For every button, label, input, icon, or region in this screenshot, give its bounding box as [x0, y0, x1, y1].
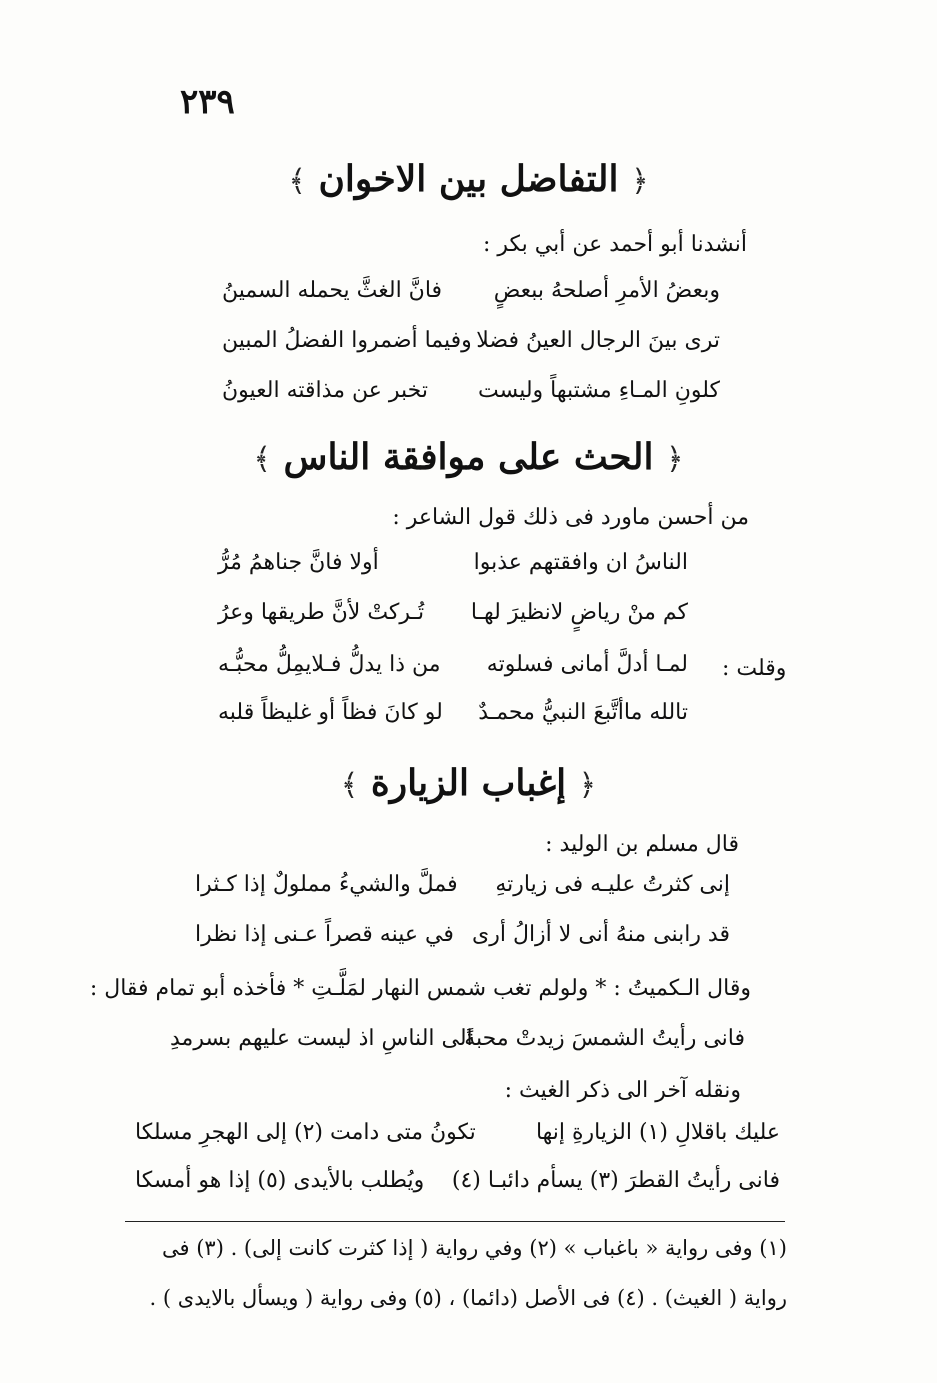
verse-first-hemistich: الناسُ ان وافقتهم عذبوا — [473, 550, 688, 575]
verse-line — [195, 922, 730, 966]
ornament-bracket-close: ﴾ — [253, 442, 271, 477]
verse-first-hemistich: فانى رأيتُ الشمسَ زيدتْ محبةً — [464, 1026, 745, 1051]
kumait-line: وقال الـكميتُ : * ولولم تغب شمس النهار لمَلَّـتِ * فأخذه أبو تمام فقال : — [89, 976, 751, 1001]
verse-second-hemistich: أولا فانَّ جناهمُ مُرُّ — [218, 550, 379, 575]
ornament-bracket-open: ﴿ — [578, 768, 597, 803]
side-label: وقلت : — [722, 656, 787, 681]
verse-line — [218, 652, 688, 696]
footnote-line: رواية ( الغيث) . (٤) فى الأصل (دائما) ، (٥) وفى رواية ( ويسأل بالايدى ) . — [149, 1286, 787, 1310]
verse-first-hemistich: عليك باقلالِ (١) الزيارةِ إنها — [535, 1120, 780, 1145]
verse-first-hemistich: تالله ماأتَّبعَ النبيُّ محمـدٌ — [478, 700, 688, 725]
verse-second-hemistich: وفيما أضمروا الفضلُ المبين — [222, 328, 472, 353]
section-intro: قال مسلم بن الوليد : — [545, 832, 739, 857]
verse-first-hemistich: كلونِ المـاءِ مشتبهاً وليست — [477, 378, 720, 403]
verse-first-hemistich: كم منْ رياضٍ لانظيرَ لهـا — [470, 600, 688, 625]
verse-line — [135, 1168, 780, 1212]
ornament-bracket-open: ﴿ — [666, 442, 684, 477]
footnote-line: (١) وفى رواية « باغباب » (٢) وفي رواية ( إذا كثرت كانت إلى) . (٣) فى — [162, 1236, 787, 1260]
verse-second-hemistich: تُـركتْ لأنَّ طريقها وعرُ — [218, 600, 425, 625]
verse-second-hemistich: تخبر عن مذاقته العيونُ — [222, 378, 428, 403]
section-title-text: الحث على موافقة الناس — [283, 436, 654, 478]
verse-second-hemistich: في عينه قصراً عـنى إذا نظرا — [195, 922, 454, 947]
section-intro: من أحسن ماورد فى ذلك قول الشاعر : — [392, 505, 749, 530]
ornament-bracket-close: ﴾ — [340, 768, 359, 803]
verse-first-hemistich: فانى رأيتُ القطرَ (٣) يسأم دائبـا (٤) — [451, 1168, 780, 1193]
ornament-bracket-open: ﴿ — [631, 164, 649, 199]
verse-line — [222, 328, 720, 372]
verse-second-hemistich: فانَّ الغثَّ يحمله السمينُ — [222, 278, 443, 303]
verse-first-hemistich: قد رابنى منهُ أنى لا أزالُ أرى — [472, 922, 730, 947]
verse-line — [170, 1026, 745, 1070]
verse-first-hemistich: وبعضُ الأمرِ أصلحهُ ببعضٍ — [493, 278, 720, 303]
verse-line — [218, 700, 688, 744]
verse-line — [195, 872, 730, 916]
section-title-text: إغباب الزيارة — [370, 762, 567, 804]
verse-line — [218, 600, 688, 644]
section-intro: أنشدنا أبو أحمد عن أبي بكر : — [482, 232, 747, 257]
section-title — [0, 436, 937, 478]
section-title-text: التفاضل بين الاخوان — [318, 158, 619, 200]
section-title — [0, 762, 937, 804]
section-title — [0, 158, 937, 200]
verse-first-hemistich: إنى كثرتُ عليـه فى زيارتهِ — [495, 872, 730, 897]
verse-second-hemistich: من ذا يدلُّ فـلايمِلُّ محبُّـه — [218, 652, 441, 677]
verse-second-hemistich: ويُطلب بالأيدى (٥) إذا هو أمسكا — [135, 1168, 425, 1193]
verse-line — [135, 1120, 780, 1164]
transfer-line: ونقله آخر الى ذكر الغيث : — [504, 1078, 741, 1103]
verse-second-hemistich: تكونُ متى دامت (٢) إلى الهجرِ مسلكا — [135, 1120, 476, 1145]
footnote-divider — [125, 1221, 785, 1222]
verse-second-hemistich: فملَّ والشيءُ مملولٌ إذا كـثرا — [195, 872, 458, 897]
verse-first-hemistich: لمـا أدلَّ أمانى فسلوته — [486, 652, 688, 677]
verse-second-hemistich: الى الناسِ اذ ليست عليهم بسرمدِ — [170, 1026, 473, 1051]
ornament-bracket-close: ﴾ — [288, 164, 306, 199]
verse-line — [222, 278, 720, 322]
page-number: ٢٣٩ — [180, 82, 235, 122]
verse-first-hemistich: ترى بينَ الرجال العينُ فضلا — [476, 328, 720, 353]
verse-line — [218, 550, 688, 594]
verse-second-hemistich: لو كانَ فظاً أو غليظاً قلبه — [218, 700, 443, 725]
verse-line — [222, 378, 720, 422]
